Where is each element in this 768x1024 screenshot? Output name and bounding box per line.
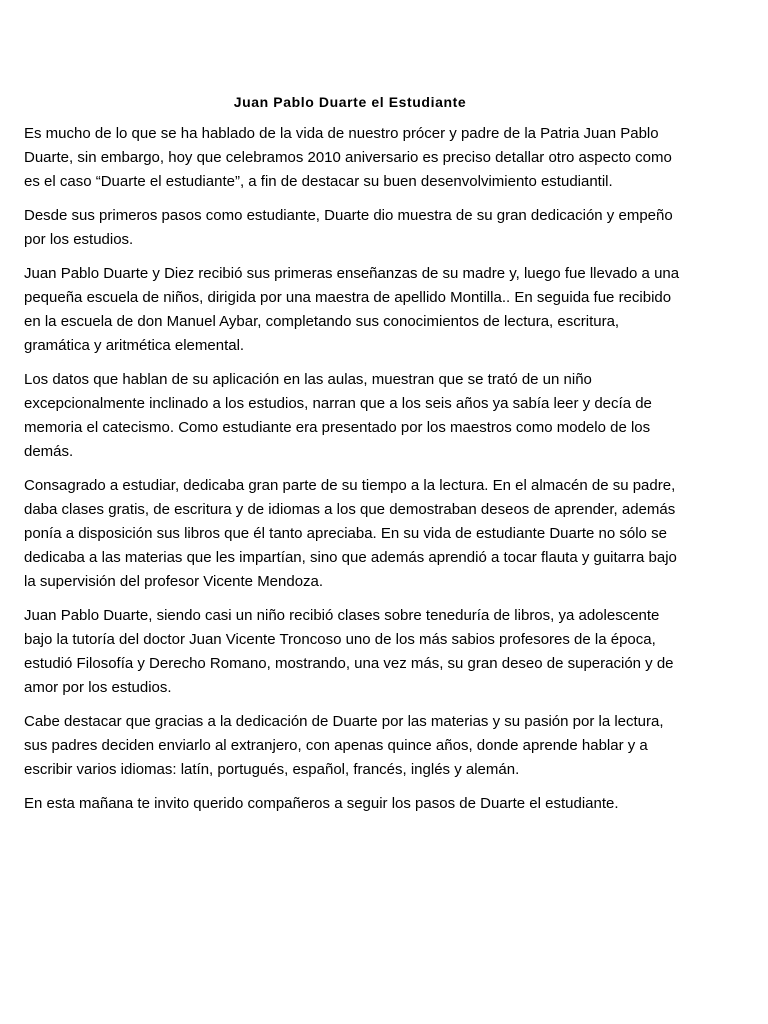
document-body <box>24 122 688 826</box>
paragraph-3: Juan Pablo Duarte y Diez recibió sus primeras enseñanzas de su madre y, luego fue llevado a una pequeña escuela de niños, dirigida por una maestra de apellido Montilla.. En seguida fue recibido en la escuela de don Manuel Aybar, completando sus conocimientos de lectura, escritura, gramática y aritmética elemental. <box>24 265 680 354</box>
paragraph-1: Es mucho de lo que se ha hablado de la vida de nuestro prócer y padre de la Patria Juan Pablo Duarte, sin embargo, hoy que celebramos 2010 aniversario es preciso detallar otro aspecto como es el caso “Duarte el estudiante”, a fin de destacar su buen desenvolvimiento estudiantil. <box>24 125 672 190</box>
document-title: Juan Pablo Duarte el Estudiante <box>233 94 467 110</box>
paragraph-4: Los datos que hablan de su aplicación en las aulas, muestran que se trató de un niño excepcionalmente inclinado a los estudios, narran que a los seis años ya sabía leer y decía de memoria el catecismo. Como estudiante era presentado por los maestros como modelo de los demás. <box>24 371 652 460</box>
paragraph-8: En esta mañana te invito querido compañeros a seguir los pasos de Duarte el estudiante. <box>24 795 619 812</box>
paragraph-2: Desde sus primeros pasos como estudiante, Duarte dio muestra de su gran dedicación y empeño por los estudios. <box>24 207 673 248</box>
paragraph-6: Juan Pablo Duarte, siendo casi un niño recibió clases sobre teneduría de libros, ya adolescente bajo la tutoría del doctor Juan Vicente Troncoso uno de los más sabios profesores de la época, estudió Filosofía y Derecho Romano, mostrando, una vez más, su gran deseo de superación y de amor por los estudios. <box>24 607 674 696</box>
paragraph-5: Consagrado a estudiar, dedicaba gran parte de su tiempo a la lectura. En el almacén de su padre, daba clases gratis, de escritura y de idiomas a los que demostraban deseos de aprender, además ponía a disposición sus libros que él tanto apreciaba. En su vida de estudiante Duarte no sólo se dedicaba a las materias que les impartían, sino que además aprendió a tocar flauta y guitarra bajo la supervisión del profesor Vicente Mendoza. <box>24 477 677 590</box>
paragraph-7: Cabe destacar que gracias a la dedicación de Duarte por las materias y su pasión por la lectura, sus padres deciden enviarlo al extranjero, con apenas quince años, donde aprende hablar y a escribir varios idiomas: latín, portugués, español, francés, inglés y alemán. <box>24 713 664 778</box>
